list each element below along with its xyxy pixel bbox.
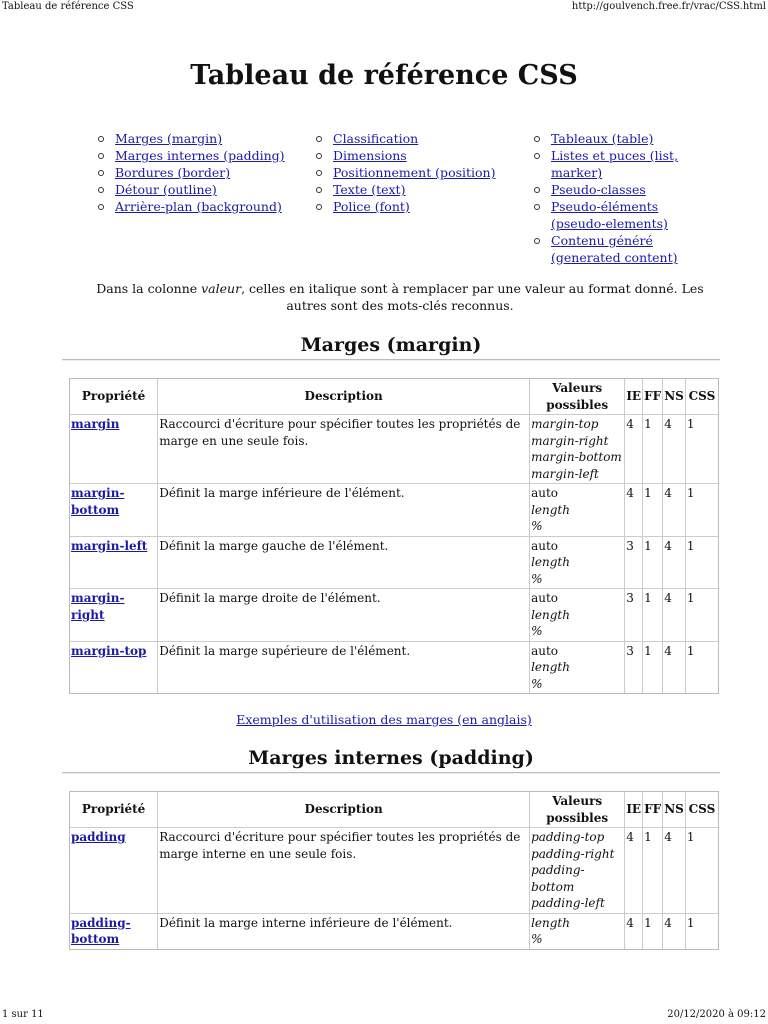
ie-version-cell: 4 bbox=[625, 828, 643, 914]
col-header-values: Valeurs possibles bbox=[530, 792, 625, 828]
toc-link-background[interactable]: Arrière-plan (background) bbox=[115, 199, 282, 214]
section-divider bbox=[62, 772, 720, 774]
toc-item bbox=[306, 147, 516, 164]
value-item: length bbox=[531, 607, 570, 622]
table-row bbox=[70, 484, 718, 537]
page-title: Tableau de référence CSS bbox=[190, 60, 578, 91]
toc-item bbox=[524, 198, 714, 232]
toc-item bbox=[88, 147, 298, 164]
toc-item bbox=[524, 181, 714, 198]
toc-link-pseudo-classes[interactable]: Pseudo-classes bbox=[551, 182, 646, 197]
circle-bullet-icon bbox=[316, 204, 322, 210]
value-item: auto bbox=[531, 643, 559, 658]
col-header-css: CSS bbox=[686, 379, 718, 415]
property-cell bbox=[70, 642, 158, 694]
margin-table-body bbox=[70, 415, 718, 693]
section-divider bbox=[62, 359, 720, 361]
value-item: % bbox=[531, 571, 543, 586]
values-cell bbox=[530, 828, 625, 914]
section-title-margin: Marges (margin) bbox=[300, 334, 482, 356]
value-item: margin-left bbox=[531, 466, 599, 481]
padding-properties-table bbox=[69, 791, 719, 950]
intro-paragraph bbox=[80, 280, 720, 314]
toc-item bbox=[306, 130, 516, 147]
col-header-ie: IE bbox=[625, 379, 643, 415]
value-item: margin-right bbox=[531, 433, 609, 448]
description-cell: Définit la marge supérieure de l'élément. bbox=[158, 642, 530, 694]
toc-item bbox=[524, 232, 714, 266]
toc-link-pseudo-elements[interactable]: Pseudo-éléments (pseudo-elements) bbox=[551, 199, 668, 231]
description-cell: Raccourci d'écriture pour spécifier toutes les propriétés de marge interne en une seule fois. bbox=[158, 828, 530, 914]
circle-bullet-icon bbox=[98, 136, 104, 142]
toc-item bbox=[88, 164, 298, 181]
property-link-padding-bottom[interactable]: padding-bottom bbox=[71, 915, 131, 946]
toc-item bbox=[88, 130, 298, 147]
property-cell bbox=[70, 589, 158, 642]
intro-text-after: , celles en italique sont à remplacer par une valeur au format donné. Les autres sont des mots-clés reconnus. bbox=[241, 281, 704, 313]
toc-column-1 bbox=[88, 130, 298, 215]
ie-version-cell: 4 bbox=[625, 484, 643, 537]
value-item: auto bbox=[531, 538, 559, 553]
toc-link-margin[interactable]: Marges (margin) bbox=[115, 131, 223, 146]
ns-version-cell: 4 bbox=[663, 828, 686, 914]
intro-emphasis: valeur bbox=[201, 281, 242, 296]
description-cell: Définit la marge inférieure de l'élément. bbox=[158, 484, 530, 537]
circle-bullet-icon bbox=[98, 170, 104, 176]
ie-version-cell: 4 bbox=[625, 914, 643, 949]
description-cell: Définit la marge droite de l'élément. bbox=[158, 589, 530, 642]
toc-link-font[interactable]: Police (font) bbox=[333, 199, 410, 214]
value-item: % bbox=[531, 519, 543, 533]
print-header-title: Tableau de référence CSS bbox=[2, 1, 134, 12]
toc-column-3 bbox=[524, 130, 714, 266]
toc-item bbox=[88, 181, 298, 198]
col-header-ns: NS bbox=[663, 792, 686, 828]
circle-bullet-icon bbox=[316, 136, 322, 142]
col-header-ns: NS bbox=[663, 379, 686, 415]
ff-version-cell: 1 bbox=[643, 642, 663, 694]
col-header-description: Description bbox=[158, 379, 530, 415]
values-cell bbox=[530, 415, 625, 484]
col-header-ie: IE bbox=[625, 792, 643, 828]
margin-examples-link[interactable]: Exemples d'utilisation des marges (en anglais) bbox=[236, 712, 532, 727]
ie-version-cell: 3 bbox=[625, 642, 643, 694]
circle-bullet-icon bbox=[534, 187, 540, 193]
css-version-cell: 1 bbox=[686, 643, 695, 658]
property-cell bbox=[70, 484, 158, 537]
toc-column-2 bbox=[306, 130, 516, 215]
col-header-ff: FF bbox=[643, 792, 663, 828]
circle-bullet-icon bbox=[534, 238, 540, 244]
toc-link-classification[interactable]: Classification bbox=[333, 131, 419, 146]
ie-version-cell: 3 bbox=[625, 537, 643, 590]
circle-bullet-icon bbox=[98, 153, 104, 159]
toc-link-text[interactable]: Texte (text) bbox=[333, 182, 406, 197]
circle-bullet-icon bbox=[98, 204, 104, 210]
property-link-margin-bottom[interactable]: margin-bottom bbox=[71, 486, 125, 517]
value-item: length bbox=[531, 502, 570, 517]
ff-version-cell: 1 bbox=[643, 484, 663, 537]
description-cell: Définit la marge interne inférieure de l'élément. bbox=[158, 914, 530, 949]
values-cell bbox=[530, 589, 625, 642]
ns-version-cell: 4 bbox=[663, 484, 686, 537]
ie-version-cell: 4 bbox=[625, 415, 643, 484]
css-version-cell: 1 bbox=[686, 828, 718, 914]
value-item: padding-left bbox=[531, 896, 605, 910]
property-link-padding[interactable]: padding bbox=[71, 830, 126, 844]
value-item: padding-top bbox=[531, 830, 605, 844]
circle-bullet-icon bbox=[316, 170, 322, 176]
table-row bbox=[70, 914, 718, 949]
toc-link-border[interactable]: Bordures (border) bbox=[115, 165, 231, 180]
print-header bbox=[0, 0, 768, 14]
col-header-css: CSS bbox=[686, 792, 718, 828]
value-item: % bbox=[531, 932, 543, 946]
value-item: length bbox=[531, 660, 570, 674]
table-row bbox=[70, 828, 718, 914]
values-cell bbox=[530, 537, 625, 590]
col-header-property: Propriété bbox=[70, 379, 158, 415]
property-link-margin-right[interactable]: margin-right bbox=[71, 591, 125, 622]
value-item: margin-bottom bbox=[531, 450, 622, 464]
toc-link-list[interactable]: Listes et puces (list, marker) bbox=[551, 148, 679, 180]
circle-bullet-icon bbox=[316, 153, 322, 159]
section-title-padding: Marges internes (padding) bbox=[248, 747, 534, 769]
toc-item bbox=[524, 147, 714, 181]
ns-version-cell: 4 bbox=[663, 537, 686, 590]
print-footer bbox=[0, 1008, 768, 1024]
circle-bullet-icon bbox=[98, 187, 104, 193]
toc-item bbox=[88, 198, 298, 215]
ns-version-cell: 4 bbox=[663, 914, 686, 949]
circle-bullet-icon bbox=[534, 153, 540, 159]
ie-version-cell: 3 bbox=[625, 589, 643, 642]
toc-link-generated-content[interactable]: Contenu généré (generated content) bbox=[551, 233, 678, 265]
value-item: length bbox=[531, 555, 570, 569]
toc-item bbox=[306, 181, 516, 198]
col-header-description: Description bbox=[158, 792, 530, 828]
css-version-cell: 1 bbox=[686, 484, 718, 537]
toc-item bbox=[306, 198, 516, 215]
margin-properties-table bbox=[69, 378, 719, 694]
col-header-ff: FF bbox=[643, 379, 663, 415]
print-footer-page: 1 sur 11 bbox=[2, 1009, 44, 1020]
values-cell bbox=[530, 484, 625, 537]
css-version-cell: 1 bbox=[686, 589, 718, 642]
table-row bbox=[70, 589, 718, 642]
description-cell: Définit la marge gauche de l'élément. bbox=[158, 537, 530, 590]
toc-item bbox=[306, 164, 516, 181]
example-link-container bbox=[0, 712, 768, 727]
value-item: padding-right bbox=[531, 846, 615, 861]
table-row bbox=[70, 642, 718, 694]
print-header-url: http://goulvench.free.fr/vrac/CSS.html bbox=[571, 1, 766, 12]
property-link-margin-left[interactable]: margin-left bbox=[71, 538, 148, 553]
table-header-row bbox=[70, 379, 718, 415]
description-cell: Raccourci d'écriture pour spécifier toutes les propriétés de marge en une seule fois. bbox=[158, 415, 530, 484]
property-link-margin-top[interactable]: margin-top bbox=[71, 643, 147, 658]
property-cell bbox=[70, 914, 158, 949]
circle-bullet-icon bbox=[316, 187, 322, 193]
property-cell bbox=[70, 828, 158, 914]
property-cell bbox=[70, 415, 158, 484]
padding-table-body bbox=[70, 828, 718, 949]
col-header-property: Propriété bbox=[70, 792, 158, 828]
toc-link-outline[interactable]: Détour (outline) bbox=[115, 182, 217, 197]
ff-version-cell: 1 bbox=[643, 914, 663, 949]
toc-link-dimensions[interactable]: Dimensions bbox=[333, 148, 407, 163]
table-row bbox=[70, 537, 718, 590]
toc-link-position[interactable]: Positionnement (position) bbox=[333, 165, 496, 180]
value-item: % bbox=[531, 624, 543, 638]
ff-version-cell: 1 bbox=[643, 828, 663, 914]
ns-version-cell: 4 bbox=[663, 642, 686, 694]
value-item: auto bbox=[531, 591, 559, 605]
print-footer-date: 20/12/2020 à 09:12 bbox=[667, 1009, 766, 1020]
col-header-values: Valeurs possibles bbox=[530, 379, 625, 415]
toc-link-padding[interactable]: Marges internes (padding) bbox=[115, 148, 285, 163]
value-item: % bbox=[531, 676, 543, 691]
intro-text-before: Dans la colonne bbox=[96, 281, 202, 296]
ff-version-cell: 1 bbox=[643, 589, 663, 642]
ns-version-cell: 4 bbox=[663, 415, 686, 484]
ff-version-cell: 1 bbox=[643, 415, 663, 484]
css-version-cell: 1 bbox=[686, 537, 718, 590]
property-cell bbox=[70, 537, 158, 590]
css-version-cell: 1 bbox=[686, 415, 718, 484]
circle-bullet-icon bbox=[534, 204, 540, 210]
values-cell bbox=[530, 642, 625, 694]
table-header-row bbox=[70, 792, 718, 828]
toc-item bbox=[524, 130, 714, 147]
values-cell bbox=[530, 914, 625, 949]
table-row bbox=[70, 415, 718, 484]
css-version-cell: 1 bbox=[686, 915, 695, 930]
value-item: length bbox=[531, 915, 570, 930]
value-item: padding-bottom bbox=[531, 863, 585, 894]
value-item: auto bbox=[531, 486, 559, 500]
ns-version-cell: 4 bbox=[663, 589, 686, 642]
circle-bullet-icon bbox=[534, 136, 540, 142]
property-link-margin[interactable]: margin bbox=[71, 417, 120, 431]
toc-link-table[interactable]: Tableaux (table) bbox=[551, 131, 654, 146]
value-item: margin-top bbox=[531, 417, 599, 431]
ff-version-cell: 1 bbox=[643, 537, 663, 590]
